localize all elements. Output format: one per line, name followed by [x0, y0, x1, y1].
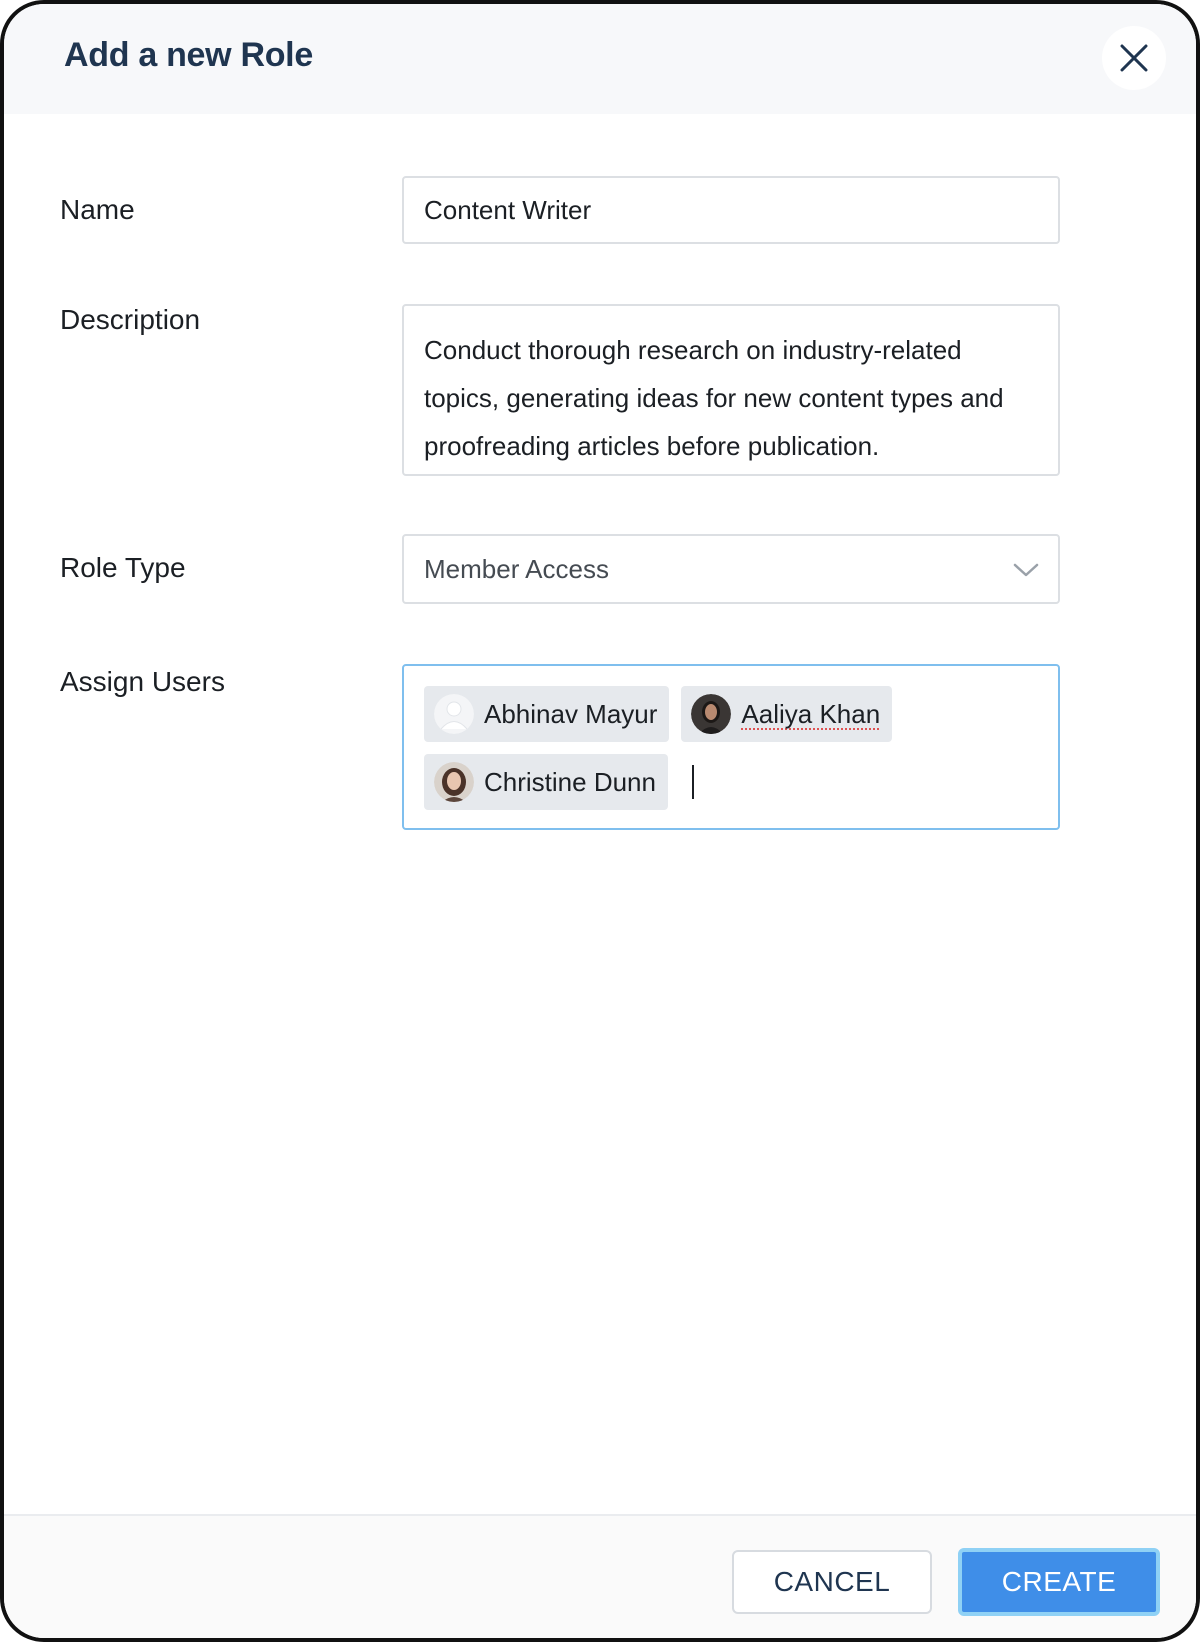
user-chip[interactable]	[681, 686, 892, 742]
text-cursor	[692, 765, 694, 799]
assign-users-field[interactable]	[402, 664, 1060, 830]
close-button[interactable]	[1102, 26, 1166, 90]
dialog-title: Add a new Role	[64, 36, 313, 74]
user-avatar	[434, 762, 474, 802]
dialog-header	[4, 4, 1196, 114]
close-icon	[1119, 43, 1149, 73]
user-chip-name: Abhinav Mayur	[484, 698, 658, 729]
role-type-selected: Member Access	[424, 554, 609, 584]
description-label: Description	[60, 304, 201, 335]
role-type-select[interactable]	[402, 534, 1060, 604]
description-textarea[interactable]: Conduct thorough research on industry-related topics, generating ideas for new content types and proofreading articles before publication.	[402, 304, 1060, 476]
chevron-down-icon	[1012, 560, 1040, 580]
user-chip-name: Aaliya Khan	[741, 698, 881, 729]
user-chip[interactable]	[424, 754, 668, 810]
user-chip[interactable]	[424, 686, 669, 742]
name-label: Name	[60, 194, 135, 225]
cancel-button[interactable]: CANCEL	[732, 1550, 932, 1614]
default-avatar-icon	[434, 694, 474, 734]
name-input[interactable]: Content Writer	[402, 176, 1060, 244]
assign-users-label: Assign Users	[60, 666, 225, 697]
dialog-footer	[4, 1514, 1196, 1640]
role-type-label: Role Type	[60, 552, 186, 583]
user-avatar	[691, 694, 731, 734]
user-chip-list	[424, 686, 1038, 810]
create-button[interactable]: CREATE	[958, 1548, 1160, 1616]
user-chip-name: Christine Dunn	[484, 766, 656, 797]
